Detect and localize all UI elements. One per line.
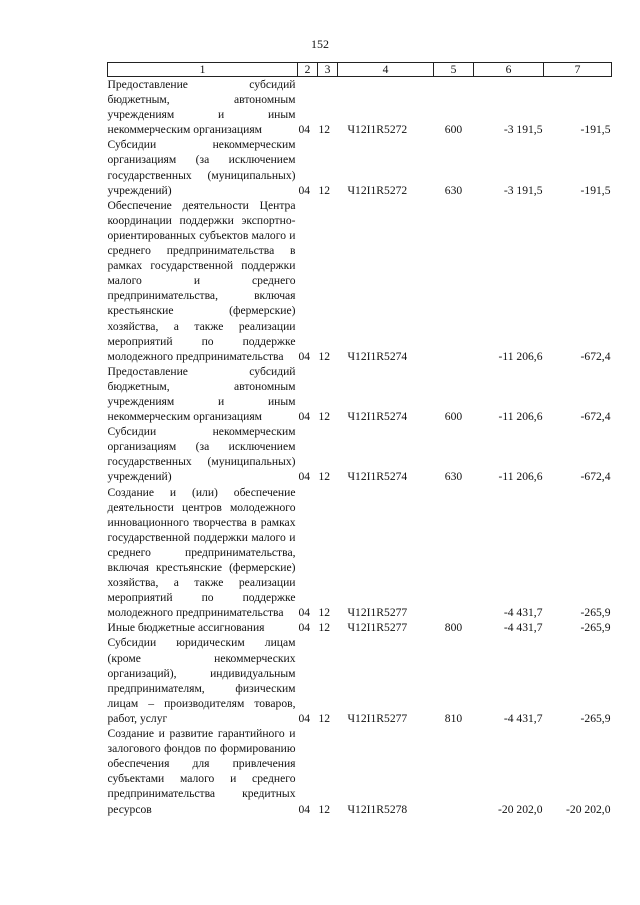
header-col-1: 1 [108, 63, 298, 77]
table-row [108, 77, 612, 138]
row-subsection: 12 [318, 123, 331, 137]
row-expense-type: 810 [444, 711, 463, 725]
row-target-article: Ч12I1R5277 [347, 711, 408, 725]
row-expense-type: 630 [444, 183, 463, 197]
table-row [108, 620, 612, 635]
header-col-6: 6 [474, 63, 544, 77]
row-section: 04 [298, 349, 311, 363]
row-name: Субсидии юридическим лицам (кроме некоммерческих организаций), индивидуальным предпринимателям, физическим лицам – производителям товаров, работ, услуг [107, 636, 296, 725]
row-section: 04 [298, 802, 311, 816]
row-amount-6: -11 206,6 [498, 349, 543, 363]
row-amount-7: -191,5 [580, 183, 611, 197]
row-section: 04 [298, 183, 311, 197]
row-name: Обеспечение деятельности Центра координации поддержки экспортно-ориентированных субъектов малого и среднего предпринимательства в рамках государственной поддержки малого и среднего предпринимательства, включая крестьянские (фермерские) хозяйства, а также реализации мероприятий по поддержке молодежного предпринимательства [107, 198, 296, 363]
table-header [108, 63, 612, 77]
row-name: Создание и (или) обеспечение деятельности центров молодежного инновационного творчества в рамках государственной поддержки малого и среднего предпринимательства, включая крестьянские (фермерские) хозяйства, а также реализации мероприятий по поддержке молодежного предпринимательства [107, 485, 296, 620]
row-section: 04 [298, 123, 311, 137]
budget-table [107, 62, 612, 817]
row-subsection: 12 [318, 470, 331, 484]
row-amount-6: -3 191,5 [503, 123, 543, 137]
row-name: Создание и развитие гарантийного и залогового фондов по формированию обеспечения для привлечения субъектами малого и среднего предпринимательства кредитных ресурсов [107, 727, 296, 816]
page-number: 152 [311, 37, 329, 51]
row-amount-6: -20 202,0 [498, 802, 543, 816]
row-expense-type [434, 198, 474, 364]
table-row [108, 726, 612, 817]
row-amount-7: -265,9 [580, 606, 611, 620]
row-section: 04 [298, 470, 311, 484]
row-expense-type: 800 [444, 621, 463, 635]
row-expense-type [434, 726, 474, 817]
header-col-2: 2 [298, 63, 318, 77]
table-row [108, 635, 612, 726]
row-expense-type: 600 [444, 123, 463, 137]
row-target-article: Ч12I1R5277 [347, 606, 408, 620]
row-subsection: 12 [318, 802, 331, 816]
row-subsection: 12 [318, 711, 331, 725]
row-subsection: 12 [318, 606, 331, 620]
row-target-article: Ч12I1R5272 [347, 183, 408, 197]
row-amount-7: -672,4 [580, 470, 611, 484]
header-row [108, 63, 612, 77]
row-section: 04 [298, 711, 311, 725]
row-amount-7: -265,9 [580, 621, 611, 635]
row-name: Иные бюджетные ассигнования [107, 621, 265, 635]
row-target-article: Ч12I1R5274 [347, 410, 408, 424]
row-section: 04 [298, 410, 311, 424]
row-subsection: 12 [318, 183, 331, 197]
row-target-article: Ч12I1R5274 [347, 349, 408, 363]
row-name: Предоставление субсидий бюджетным, автономным учреждениям и иным некоммерческим организациям [107, 78, 296, 137]
row-target-article: Ч12I1R5272 [347, 123, 408, 137]
row-amount-6: -4 431,7 [503, 621, 543, 635]
header-col-4: 4 [338, 63, 434, 77]
row-subsection: 12 [318, 349, 331, 363]
row-expense-type: 630 [444, 470, 463, 484]
row-amount-6: -4 431,7 [503, 711, 543, 725]
table-row [108, 485, 612, 621]
row-subsection: 12 [318, 410, 331, 424]
row-amount-7: -672,4 [580, 410, 611, 424]
row-target-article: Ч12I1R5277 [347, 621, 408, 635]
header-col-5: 5 [434, 63, 474, 77]
row-name: Предоставление субсидий бюджетным, автономным учреждениям и иным некоммерческим организациям [107, 364, 296, 424]
row-amount-7: -20 202,0 [566, 802, 611, 816]
table-row [108, 424, 612, 484]
row-amount-7: -265,9 [580, 711, 611, 725]
table-row [108, 198, 612, 364]
row-amount-7: -191,5 [580, 123, 611, 137]
row-name: Субсидии некоммерческим организациям (за исключением государственных (муниципальных) учреждений) [107, 138, 296, 197]
row-expense-type [434, 485, 474, 621]
table-body [108, 77, 612, 817]
row-amount-6: -11 206,6 [498, 470, 543, 484]
row-section: 04 [298, 621, 311, 635]
row-expense-type: 600 [444, 410, 463, 424]
row-amount-6: -11 206,6 [498, 410, 543, 424]
row-name: Субсидии некоммерческим организациям (за исключением государственных (муниципальных) учреждений) [107, 425, 296, 484]
row-target-article: Ч12I1R5278 [347, 802, 408, 816]
row-amount-7: -672,4 [580, 349, 611, 363]
table-row [108, 137, 612, 197]
row-amount-6: -4 431,7 [503, 606, 543, 620]
row-subsection: 12 [318, 621, 331, 635]
row-target-article: Ч12I1R5274 [347, 470, 408, 484]
table-row [108, 364, 612, 424]
header-col-3: 3 [318, 63, 338, 77]
header-col-7: 7 [544, 63, 612, 77]
row-section: 04 [298, 606, 311, 620]
row-amount-6: -3 191,5 [503, 183, 543, 197]
